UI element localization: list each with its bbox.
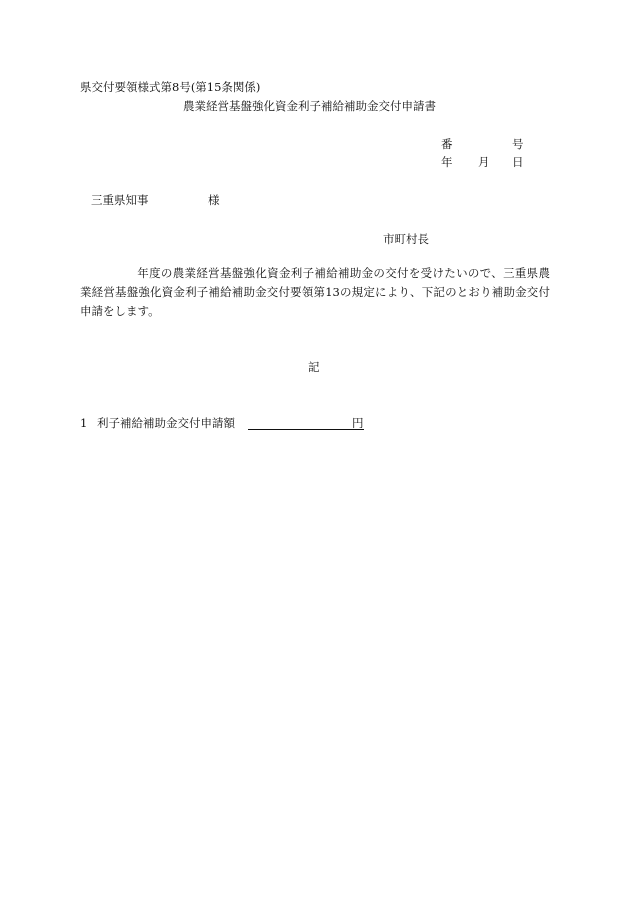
record-heading: 記 bbox=[308, 360, 320, 374]
item-label: 利子補給補助金交付申請額 bbox=[97, 416, 235, 430]
form-number: 県交付要領様式第8号(第15条関係) bbox=[80, 80, 261, 94]
body-paragraph-container bbox=[80, 264, 550, 321]
amount-input-line bbox=[248, 429, 364, 430]
reference-number-suffix: 号 bbox=[512, 137, 524, 151]
reference-number-label: 番 bbox=[441, 137, 453, 151]
addressee-honorific: 様 bbox=[208, 193, 220, 207]
sender-title: 市町村長 bbox=[383, 232, 429, 246]
addressee-name: 三重県知事 bbox=[91, 193, 149, 207]
date-month-label: 月 bbox=[478, 155, 490, 169]
document-title: 農業経営基盤強化資金利子補給補助金交付申請書 bbox=[183, 99, 436, 113]
body-paragraph: 年度の農業経営基盤強化資金利子補給補助金の交付を受けたいので、三重県農業経営基盤強化資金利子補給補助金交付要領第13の規定により、下記のとおり補助金交付申請をします。 bbox=[80, 266, 550, 318]
item-number: 1 bbox=[80, 416, 88, 430]
date-day-label: 日 bbox=[512, 155, 524, 169]
date-year-label: 年 bbox=[441, 155, 453, 169]
amount-unit: 円 bbox=[352, 416, 364, 430]
